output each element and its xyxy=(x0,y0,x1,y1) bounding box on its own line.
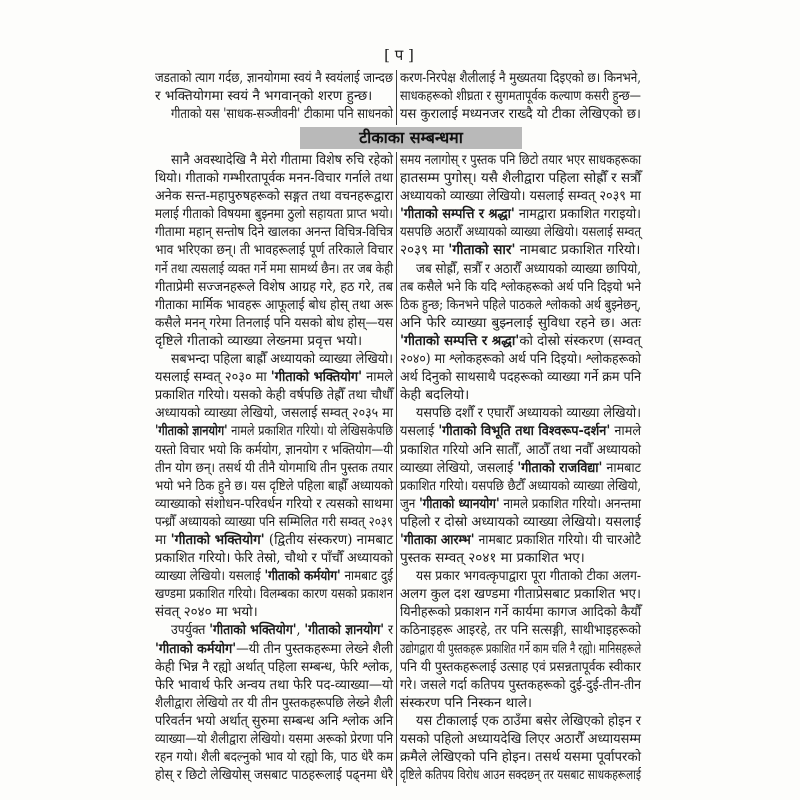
text-run: केही बदलियो। xyxy=(400,387,470,404)
section-heading: टीकाका सम्बन्धमा xyxy=(359,128,463,147)
line-content xyxy=(155,441,393,459)
text-run: यस कुरालाई मध्यनजर राख्दै यो टीका लेखिएको छ। xyxy=(400,106,641,123)
text-line xyxy=(155,549,393,567)
line-content xyxy=(400,694,532,712)
text-run: यसलाई xyxy=(400,423,439,440)
text-run: व्याख्याको संशोधन-परिवर्धन गरियो र त्यसको साथमा xyxy=(155,495,393,512)
text-run: अध्यायको व्याख्या लेखियो, जसलाई सम्वत् २०३५ मा xyxy=(155,405,393,422)
text-run: संवत् २०४० मा भयो। xyxy=(155,604,258,621)
line-content xyxy=(400,69,641,87)
text-run: गीताप्रेमी सज्जनहरूले विशेष आग्रह गरे, हठ गरे, तब xyxy=(155,278,393,295)
text-run: गीताका मार्मिक भावहरू आफूलाई बोध होस् तथा अरू xyxy=(155,296,393,313)
text-run: प्रकाशित गरियो अनि सातौँ, आठौँ तथा नवौँ अध्यायको xyxy=(400,441,641,458)
book-title: 'गीताको ध्यानयोग' xyxy=(419,495,500,512)
line-content xyxy=(155,495,393,513)
line-content xyxy=(155,187,393,205)
line-content xyxy=(155,404,393,422)
line-content xyxy=(155,314,393,332)
line-content xyxy=(400,422,641,440)
text-run: हातसम्म पुगोस्। यसै शैलीद्वारा पहिला सोह्रौँ र सत्रौँ xyxy=(400,170,641,187)
book-title: 'गीताका आरम्भ' xyxy=(400,531,475,548)
line-content xyxy=(400,495,641,513)
text-run: यस प्रकार भगवत्कृपाद्वारा पूरा गीताको टीका अलग- xyxy=(416,568,641,585)
line-content xyxy=(171,621,393,639)
column-divider xyxy=(396,152,397,786)
text-line xyxy=(400,603,641,621)
text-run: केही भिन्न नै रह्यो अर्थात् पहिला सम्बन्ध, फेरि श्लोक, xyxy=(155,658,393,675)
text-line xyxy=(155,694,393,712)
line-content xyxy=(155,712,393,730)
line-content xyxy=(155,549,393,567)
text-line xyxy=(400,296,641,314)
text-run: २०३९ मा xyxy=(400,242,449,259)
text-line xyxy=(155,748,393,766)
line-content xyxy=(155,640,393,658)
text-run: गीताको यस 'साधक-सञ्जीवनी' टीकामा पनि साधनको xyxy=(171,106,393,123)
text-line xyxy=(155,278,393,296)
book-title: 'गीताको भक्तियोग' xyxy=(270,369,363,386)
text-line xyxy=(400,278,641,296)
text-line xyxy=(400,422,641,440)
line-content xyxy=(400,513,641,531)
text-run: उद्योगद्वारा यी पुस्तकहरू प्रकाशित गर्ने काम चलि नै रह्यो। मानिसहरूले xyxy=(400,640,641,657)
text-run: दृष्टिले गीताको व्याख्या लेख्नमा प्रवृत्त भयो। xyxy=(155,332,363,349)
text-run: प्रकाशित गरियो। यसपछि छैटौँ अध्यायको व्याख्या लेखियो, xyxy=(400,477,641,494)
text-run: जब सोह्रौँ, सत्रौँ र अठारौँ अध्यायको व्याख्या छापियो, xyxy=(416,260,641,277)
text-line xyxy=(400,187,641,205)
text-line xyxy=(155,187,393,205)
text-line xyxy=(155,151,393,169)
line-content xyxy=(171,151,393,169)
text-line xyxy=(155,422,393,440)
line-content xyxy=(400,676,641,694)
text-line xyxy=(155,69,393,87)
text-line xyxy=(400,495,641,513)
book-title: 'गीताको विभूति तथा विश्वरूप-दर्शन' xyxy=(438,423,611,440)
text-line xyxy=(155,766,393,784)
line-content xyxy=(400,278,641,296)
text-run: र भक्तियोगमा स्वयं नै भगवान्‌को शरण हुन्छ। xyxy=(155,88,373,105)
line-content xyxy=(416,404,641,422)
line-content xyxy=(155,332,362,350)
text-line xyxy=(155,350,393,368)
line-content xyxy=(155,585,393,603)
line-content xyxy=(155,459,393,477)
text-run: को दोस्रो संस्करण (सम्वत् xyxy=(519,332,641,349)
text-line xyxy=(400,567,641,585)
line-content xyxy=(155,278,393,296)
text-line xyxy=(155,332,393,350)
text-run: भयो भने ठिक हुने छ। यस दृष्टिले पहिला बाह्रौँ अध्यायको xyxy=(155,477,393,494)
paragraph xyxy=(155,69,393,105)
text-run: खण्डमा प्रकाशित गरियो। विलम्बका कारण यसको प्रकाशन xyxy=(155,586,393,603)
book-title: 'गीताको सम्पत्ति र श्रद्धा' xyxy=(400,206,515,223)
line-content xyxy=(400,332,641,350)
text-run: नामबाट दुई xyxy=(340,568,393,585)
book-title: 'गीताको सार' xyxy=(448,242,516,259)
text-line xyxy=(155,368,393,386)
line-content xyxy=(400,223,641,241)
line-content xyxy=(416,260,641,278)
line-content xyxy=(400,205,641,223)
line-content xyxy=(400,169,641,187)
text-line xyxy=(400,223,641,241)
text-line xyxy=(400,314,641,332)
text-run: नामले xyxy=(610,423,641,440)
line-content xyxy=(155,87,372,105)
line-content xyxy=(400,350,641,368)
text-line xyxy=(400,205,641,223)
text-line xyxy=(155,513,393,531)
text-run: जडताको त्याग गर्दछ, ज्ञानयोगमा स्वयं नै स्वयंलाई जान्दछ xyxy=(155,70,393,86)
text-run: समय नलागोस् र पुस्तक पनि छिटो तयार भएर साधकहरूका xyxy=(400,152,641,168)
text-run: रहन गयो। शैली बदल्नुको भाव यो रह्यो कि, पाठ धेरै कम xyxy=(155,749,393,766)
page-number: [ प ] xyxy=(384,46,414,64)
line-content xyxy=(400,640,641,658)
paragraph xyxy=(400,69,641,123)
line-content xyxy=(155,730,393,748)
text-line xyxy=(400,640,641,658)
top-right-column xyxy=(400,69,641,123)
paragraph xyxy=(155,621,393,784)
text-line xyxy=(155,477,393,495)
paragraph xyxy=(155,151,393,350)
text-run: दृष्टिले कतिपय विरोध आउन सक्दछन् तर यसबाट साधकहरूलाई xyxy=(400,767,641,784)
text-line xyxy=(155,223,393,241)
book-title: 'गीताको राजविद्या' xyxy=(517,459,603,476)
line-content xyxy=(400,730,641,748)
line-content xyxy=(155,694,393,712)
text-line xyxy=(400,441,641,459)
text-run: —यी तीन पुस्तकहरूमा लेख्ने शैली xyxy=(236,640,393,657)
book-title: 'गीताको भक्तियोग' xyxy=(170,531,265,548)
line-content xyxy=(155,260,393,278)
line-content xyxy=(171,105,393,123)
text-run: कसैले मनन् गरेमा तिनलाई पनि यसको बोध होस्—यस xyxy=(155,314,393,331)
text-run: पहिलो र दोस्रो अध्यायको व्याख्या लेखियो। यसलाई xyxy=(400,513,641,530)
text-run: क्रमैले लेखिएको पनि होइन। तसर्थ यसमा पूर्वापरको xyxy=(400,749,641,766)
text-line xyxy=(400,87,641,105)
main-left-column xyxy=(155,151,393,784)
text-run: मलाई गीताको विषयमा बुझ्नमा ठुलो सहायता प्राप्त भयो। xyxy=(155,206,393,223)
line-content xyxy=(400,296,641,314)
text-line xyxy=(155,314,393,332)
text-run: करण-निरपेक्ष शैलीलाई नै मुख्यतया दिइएको छ। किनभने, xyxy=(400,70,641,86)
text-run: उपर्युक्त xyxy=(171,622,210,639)
line-content xyxy=(155,205,393,223)
text-line xyxy=(400,694,641,712)
text-line xyxy=(400,105,641,123)
main-right-column xyxy=(400,151,641,784)
line-content xyxy=(155,368,393,386)
text-run: सानै अवस्थादेखि नै मेरो गीतामा विशेष रुचि रहेको xyxy=(171,152,393,168)
paragraph xyxy=(400,260,641,405)
text-line xyxy=(155,495,393,513)
text-line xyxy=(155,260,393,278)
text-line xyxy=(400,169,641,187)
text-run: भाव भरिएका छन्। ती भावहरूलाई पूर्ण तरिकाले विचार xyxy=(155,242,393,259)
text-run: अनि फेरि व्याख्या बुझ्नलाई सुविधा रहने छ। अतः xyxy=(400,314,641,331)
text-run: व्याख्या लेखियो। यसलाई xyxy=(155,568,265,585)
line-content xyxy=(155,422,393,440)
line-content xyxy=(155,169,393,187)
line-content xyxy=(155,477,393,495)
text-line xyxy=(400,766,641,784)
line-content xyxy=(155,69,393,87)
text-run: सबभन्दा पहिला बाह्रौँ अध्यायको व्याख्या लेखियो। xyxy=(171,351,393,368)
text-line xyxy=(155,658,393,676)
text-run: होस् र छिटो लेखियोस् जसबाट पाठहरूलाई पढ्नमा धेरै xyxy=(155,767,393,784)
line-content xyxy=(400,151,641,169)
line-content xyxy=(400,314,641,332)
text-line xyxy=(155,676,393,694)
text-line xyxy=(155,585,393,603)
text-run: नामबाट प्रकाशित गरियो। xyxy=(515,242,641,259)
section-heading-band xyxy=(300,127,522,149)
text-run: जुन xyxy=(400,495,420,512)
line-content xyxy=(155,766,393,784)
text-run: यसपछि दशौँ र एघारौँ अध्यायको व्याख्या लेखियो। xyxy=(416,405,641,422)
text-line xyxy=(155,105,393,123)
line-content xyxy=(155,296,393,314)
text-run: संस्करण पनि निस्कन थाले। xyxy=(400,694,533,711)
line-content xyxy=(400,105,641,123)
text-line xyxy=(155,712,393,730)
text-line xyxy=(400,712,641,730)
text-line xyxy=(400,676,641,694)
line-content xyxy=(155,513,393,531)
book-title: 'गीताको सम्पत्ति र श्रद्धा' xyxy=(400,332,520,349)
paragraph xyxy=(155,105,393,123)
text-run: तीन योग छन्। तसर्थ यी तीनै योगमाथि तीन पुस्तक तयार xyxy=(155,459,393,476)
text-line xyxy=(155,205,393,223)
text-line xyxy=(400,386,641,404)
text-run: नामले प्रकाशित गरियो। अनन्तमा xyxy=(499,495,641,512)
line-content xyxy=(155,567,393,585)
line-content xyxy=(400,603,641,621)
text-line xyxy=(155,567,393,585)
text-run: अध्यायको व्याख्या लेखियो। यसलाई सम्वत् २०३९ मा xyxy=(400,188,641,205)
line-content xyxy=(400,766,641,784)
text-line xyxy=(400,368,641,386)
text-line xyxy=(400,151,641,169)
text-run: साधकहरूको शीघ्रता र सुगमतापूर्वक कल्याण कसरी हुन्छ— xyxy=(400,88,641,105)
line-content xyxy=(400,187,641,205)
text-line xyxy=(155,296,393,314)
text-line xyxy=(400,477,641,495)
text-line xyxy=(155,459,393,477)
book-title: 'गीताको ज्ञानयोग' xyxy=(155,423,228,440)
line-content xyxy=(416,567,641,585)
line-content xyxy=(416,712,641,730)
text-line xyxy=(155,87,393,105)
line-content xyxy=(400,748,641,766)
text-run: शैलीद्वारा लेखियो तर यी तीन पुस्तकहरूपछि लेख्ने शैली xyxy=(155,694,393,711)
text-run: २०४०) मा श्लोकहरूको अर्थ पनि दिइयो। श्लोकहरूको xyxy=(400,351,641,368)
text-run: नामबाट xyxy=(602,459,641,476)
book-title: 'गीताको भक्तियोग' xyxy=(209,622,297,639)
line-content xyxy=(155,658,393,676)
text-line xyxy=(400,730,641,748)
line-content xyxy=(155,386,393,404)
text-run: अलग कुल दश खण्डमा गीताप्रेसबाट प्रकाशित भए। xyxy=(400,586,641,603)
text-line xyxy=(400,404,641,422)
text-line xyxy=(400,241,641,259)
text-run: कठिनाइहरू आइरहे, तर पनि सत्सङ्गी, साथीभाइहरूको xyxy=(400,622,641,639)
line-content xyxy=(400,621,641,639)
text-run: यसको पहिलो अध्यायदेखि लिएर अठारौँ अध्यायसम्म xyxy=(400,731,641,747)
text-run: नामबाट प्रकाशित गरियो। यी चारओटै xyxy=(474,531,641,548)
text-run: थियो। गीताको गम्भीरतापूर्वक मनन-विचार गर्नाले तथा xyxy=(155,170,393,187)
text-run: , xyxy=(296,622,305,639)
text-run: र xyxy=(384,622,393,639)
line-content xyxy=(400,531,641,549)
line-content xyxy=(400,87,641,105)
text-line xyxy=(400,621,641,639)
line-content xyxy=(400,241,640,259)
paragraph xyxy=(400,404,641,567)
text-line xyxy=(155,621,393,639)
text-run: पन्ध्रौँ अध्यायको व्याख्या पनि सम्मिलित गरी सम्वत् २०३९ xyxy=(155,513,393,530)
text-line xyxy=(400,748,641,766)
text-run: यिनीहरूको प्रकाशन गर्ने कार्यमा कागज आदिको कैयौँ xyxy=(400,604,641,621)
line-content xyxy=(400,585,641,603)
text-line xyxy=(155,241,393,259)
line-content xyxy=(400,477,641,495)
text-line xyxy=(400,585,641,603)
text-line xyxy=(400,260,641,278)
text-line xyxy=(400,658,641,676)
text-run: यस्तो विचार भयो कि कर्मयोग, ज्ञानयोग र भक्तियोग—यी xyxy=(155,441,393,458)
text-line xyxy=(155,531,393,549)
text-run: गीतामा महान् सन्तोष दिने खालका अनन्त विचित्र-विचित्र xyxy=(155,224,393,241)
paragraph xyxy=(400,151,641,260)
text-run: प्रकाशित गरियो। फेरि तेस्रो, चौथो र पाँचौँ अध्यायको xyxy=(155,550,393,567)
paragraph xyxy=(155,350,393,621)
text-run: यसपछि अठारौँ अध्यायको व्याख्या लेखियो। यसलाई सम्वत् xyxy=(400,224,641,241)
text-run: व्याख्या लेखियो, जसलाई xyxy=(400,459,518,476)
text-line xyxy=(400,531,641,549)
paragraph xyxy=(400,567,641,712)
text-line xyxy=(400,459,641,477)
text-run: पुस्तक सम्वत् २०४१ मा प्रकाशित भए। xyxy=(400,550,585,567)
line-content xyxy=(400,368,641,386)
text-run: तब कसैले भने कि यदि श्लोकहरूको अर्थ पनि दिइयो भने xyxy=(400,278,641,295)
text-run: यसलाई सम्वत् २०३० मा xyxy=(155,369,271,386)
book-title: 'गीताको ज्ञानयोग' xyxy=(304,622,385,639)
text-line xyxy=(155,404,393,422)
line-content xyxy=(155,241,393,259)
text-run: परिवर्तन भयो अर्थात् सुरुमा सम्बन्ध अनि श्लोक अनि xyxy=(155,712,393,729)
text-line xyxy=(400,69,641,87)
text-run: (द्वितीय संस्करण) नामबाट xyxy=(264,531,393,548)
paragraph xyxy=(400,712,641,784)
text-run: फेरि भावार्थ फेरि अन्वय तथा फेरि पद-व्याख्या—यो xyxy=(155,676,393,693)
book-title: 'गीताको कर्मयोग' xyxy=(155,640,237,657)
book-title: 'गीताको कर्मयोग' xyxy=(264,568,341,585)
text-line xyxy=(155,169,393,187)
line-content xyxy=(400,386,469,404)
text-run: नामद्वारा प्रकाशित गराइयो। xyxy=(514,206,641,223)
text-run: पनि यी पुस्तकहरूलाई उत्साह एवं प्रसन्नतापूर्वक स्वीकार xyxy=(400,658,641,675)
text-line xyxy=(155,730,393,748)
text-run: प्रकाशित गरियो। यसको केही वर्षपछि तेह्रौँ तथा चौधौँ xyxy=(155,387,393,404)
text-run: अनेक सन्त-महापुरुषहरूको सङ्गत तथा वचनहरूद्वारा xyxy=(155,188,393,205)
text-line xyxy=(400,513,641,531)
line-content xyxy=(400,441,641,459)
text-line xyxy=(155,386,393,404)
text-line xyxy=(400,332,641,350)
text-run: नामले प्रकाशित गरियो। यो लेखिसकेपछि xyxy=(227,423,393,440)
text-line xyxy=(155,603,393,621)
column-divider xyxy=(396,70,397,125)
line-content xyxy=(155,531,393,549)
line-content xyxy=(400,459,641,477)
text-line xyxy=(400,549,641,567)
text-line xyxy=(155,640,393,658)
text-line xyxy=(155,441,393,459)
line-content xyxy=(171,350,393,368)
text-run: व्याख्या—यो शैलीद्वारा लेखियो। यसमा अरूको प्रेरणा पनि xyxy=(155,731,393,747)
text-run: मा xyxy=(155,531,171,548)
text-run: अर्थ दिनुको साथसाथै पदहरूको व्याख्या गर्ने क्रम पनि xyxy=(400,369,641,386)
text-run: गर्ने तथा त्यसलाई व्यक्त गर्ने ममा सामर्थ्य छैन। तर जब केही xyxy=(155,260,393,277)
line-content xyxy=(400,658,641,676)
text-run: नामले xyxy=(362,369,393,386)
text-run: यस टीकालाई एक ठाउँमा बसेर लेखिएको होइन र xyxy=(416,712,641,729)
line-content xyxy=(400,549,585,567)
line-content xyxy=(155,603,258,621)
text-line xyxy=(400,350,641,368)
text-run: गरे। जसले गर्दा कतिपय पुस्तकहरूको दुई-दुई-तीन-तीन xyxy=(400,676,641,693)
line-content xyxy=(155,676,393,694)
top-left-column xyxy=(155,69,393,123)
line-content xyxy=(155,223,393,241)
text-run: ठिक हुन्छ; किनभने पहिले पाठकले श्लोकको अर्थ बुझ्नेछन्, xyxy=(400,296,641,313)
line-content xyxy=(155,748,393,766)
